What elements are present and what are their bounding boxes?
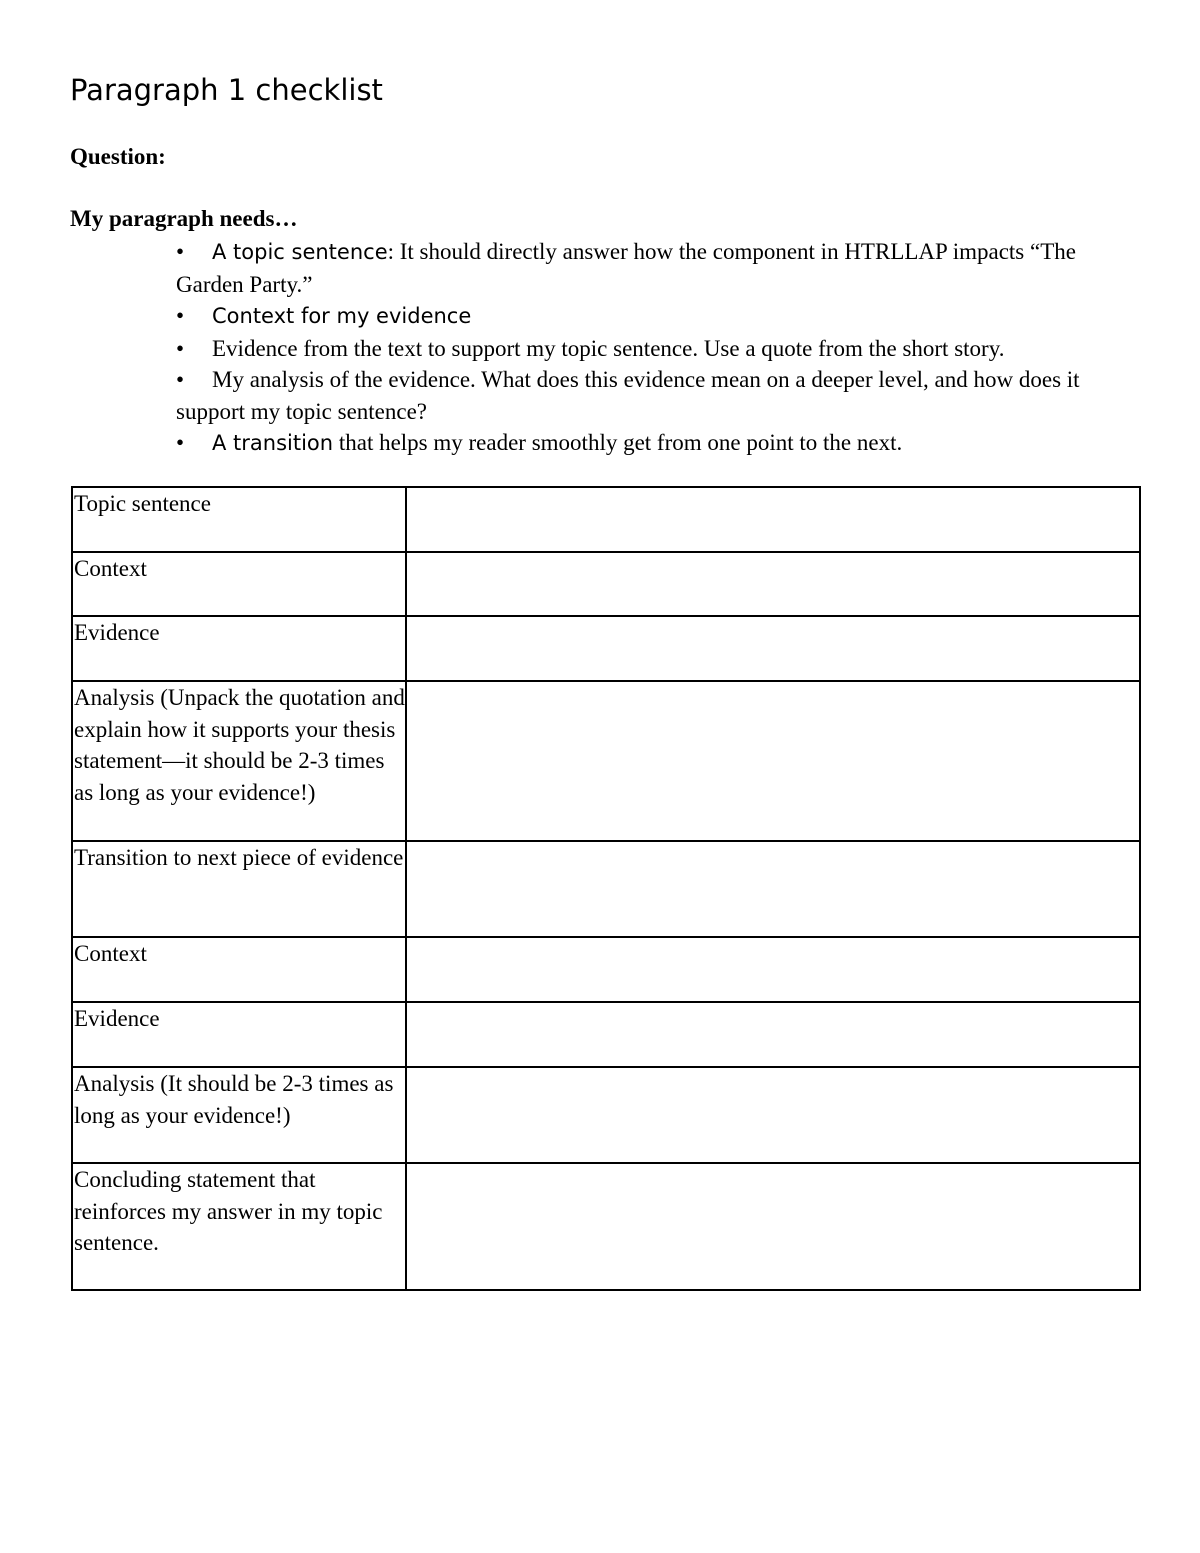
answer-cell-context[interactable] [406,552,1140,616]
table-row [72,552,1140,616]
row-label-evidence: Evidence [72,616,406,681]
checklist-item-evidence [176,333,1136,365]
checklist-item-lead: Context for my evidence [212,304,472,328]
checklist-item-analysis [176,364,1136,427]
bullet-icon: • [176,430,185,455]
checklist-item-detail: from the text to support my topic sentence. Use a quote from the short story. [297,335,1005,361]
checklist-item-lead: Evidence [212,335,298,361]
checklist-item-context [176,300,1136,333]
checklist-item-detail: of the evidence. What does this evidence mean on a deeper level, and how does it support my topic sentence? [176,367,1080,424]
checklist-item-topic-sentence [176,236,1136,300]
row-label-analysis: Analysis (Unpack the quotation and explain how it supports your thesis statement—it should be 2-3 times as long as your evidence!) [72,681,406,841]
answer-cell-transition[interactable] [406,841,1140,937]
needs-heading: My paragraph needs… [70,206,298,231]
checklist-item-lead: My analysis [212,367,324,392]
checklist-item-lead: A topic sentence [212,240,388,264]
table-row [72,841,1140,937]
table-row [72,681,1140,841]
answer-cell-analysis-2[interactable] [406,1067,1140,1163]
page-title: Paragraph 1 checklist [70,73,383,107]
answer-cell-evidence-2[interactable] [406,1002,1140,1067]
table-row [72,1067,1140,1163]
bullet-icon: • [176,239,185,264]
question-label: Question: [70,144,166,169]
table-row [72,1163,1140,1290]
needs-checklist [176,236,1136,460]
table-row [72,1002,1140,1067]
row-label-concluding-statement: Concluding statement that reinforces my answer in my topic sentence. [72,1163,406,1290]
row-label-topic-sentence: Topic sentence [72,487,406,552]
bullet-icon: • [176,367,185,392]
checklist-item-transition [176,427,1136,460]
answer-cell-topic-sentence[interactable] [406,487,1140,552]
answer-cell-evidence[interactable] [406,616,1140,681]
table-row [72,616,1140,681]
table-row [72,487,1140,552]
answer-cell-concluding-statement[interactable] [406,1163,1140,1290]
row-label-transition: Transition to next piece of evidence [72,841,406,937]
checklist-item-detail: : It should directly answer how the component in HTRLLAP impacts “The Garden Party.” [176,239,1076,297]
paragraph-outline-table [71,486,1141,1291]
checklist-item-detail: that helps my reader smoothly get from one point to the next. [333,430,903,455]
table-row [72,937,1140,1002]
row-label-evidence-2: Evidence [72,1002,406,1067]
row-label-analysis-2: Analysis (It should be 2-3 times as long as your evidence!) [72,1067,406,1163]
answer-cell-analysis[interactable] [406,681,1140,841]
row-label-context-2: Context [72,937,406,1002]
checklist-item-lead: A transition [212,431,334,455]
bullet-icon: • [176,303,185,328]
bullet-icon: • [176,335,185,361]
answer-cell-context-2[interactable] [406,937,1140,1002]
row-label-context: Context [72,552,406,616]
